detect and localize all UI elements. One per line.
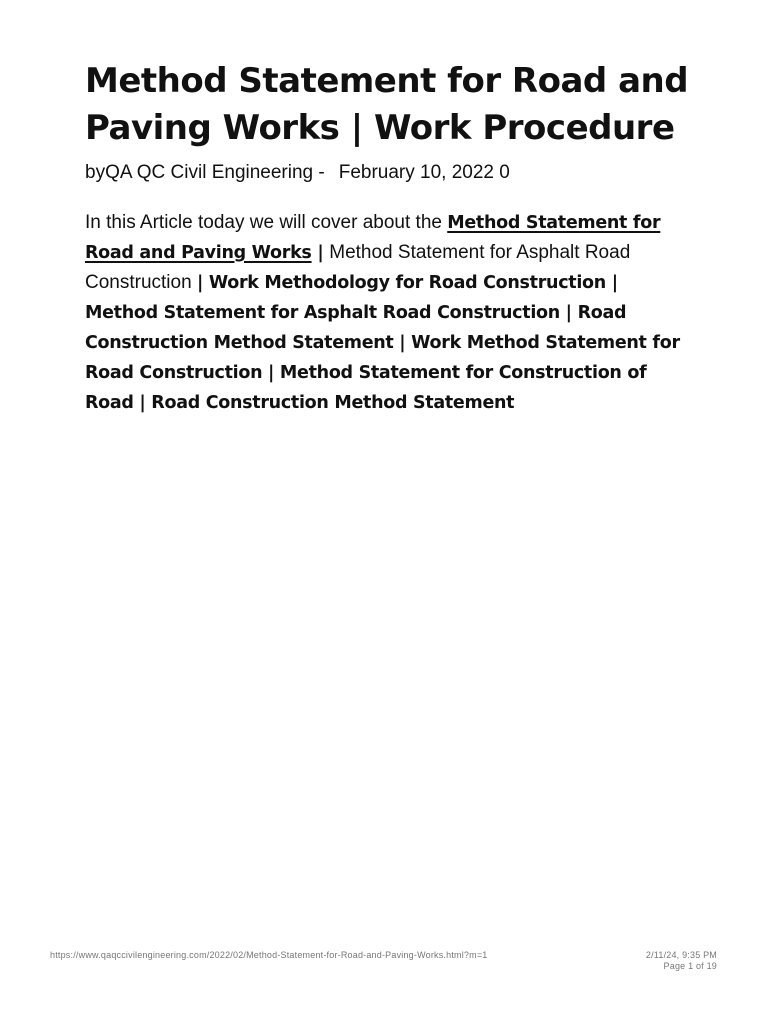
byline-author[interactable]: QA QC Civil Engineering <box>105 162 314 183</box>
footer-meta <box>646 950 717 972</box>
intro-lead: In this Article today we will cover about the <box>85 212 448 233</box>
footer-page-number: Page 1 of 19 <box>663 961 717 971</box>
byline-separator: - <box>313 162 325 183</box>
article-byline <box>85 160 695 186</box>
intro-pipe: | <box>311 243 330 263</box>
footer-url: https://www.qaqccivilengineering.com/2022/02/Method-Statement-for-Road-and-Paving-Works.html?m=1 <box>50 950 488 960</box>
intro-method-statement-link[interactable]: Method Statement for Road and Paving Works <box>85 213 661 263</box>
footer-datetime: 2/11/24, 9:35 PM <box>645 950 717 960</box>
intro-plain-text: Method Statement for Asphalt Road Construction <box>85 242 631 293</box>
intro-keywords: | Work Methodology for Road Construction | Method Statement for Asphalt Road Construction | Road Construction Method Statement | Work Method Statement for Road Construction | Method Statement for Construction of Road | Road Construction Method Statement <box>85 273 680 413</box>
byline-prefix: by <box>85 162 106 183</box>
intro-paragraph <box>85 208 695 418</box>
byline-date[interactable]: February 10, 2022 <box>338 162 494 183</box>
article <box>85 58 695 437</box>
comment-count[interactable]: 0 <box>499 162 510 183</box>
article-title: Method Statement for Road and Paving Works | Work Procedure <box>85 61 689 148</box>
